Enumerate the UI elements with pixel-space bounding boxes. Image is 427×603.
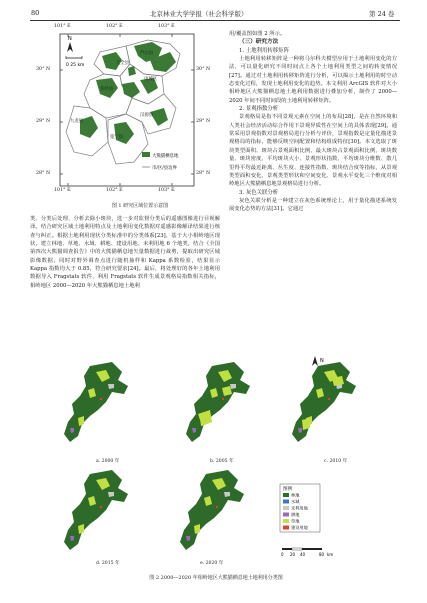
- place-label: 荥经县: [100, 87, 114, 92]
- scale-bar: [281, 548, 333, 557]
- map-panel-b: [186, 362, 250, 442]
- paragraph: 用/覆盖图如图 2 所示。: [229, 31, 286, 37]
- place-label: 芦山县: [140, 51, 154, 56]
- svg-text:0 25 km: 0 25 km: [66, 63, 85, 68]
- place-label: 雨城区: [144, 77, 158, 82]
- section-heading: （三）研究方法: [239, 39, 279, 46]
- left-column-text: [30, 215, 220, 290]
- right-column-text: [229, 30, 397, 214]
- paragraph: 土地利用转移矩阵是一种将马尔科夫模型应用于土地利用变化的方法，可以量化研究不同时间点上各个土地利用类型之间的转变情况[27]。通过对土地利用转移矩阵进行分析，可以揭示土地利用的时空动态变化过程，发现土地利用变化的趋势。本文利用 ArcGIS 软件对大小相岭地区大熊猫栖息地土地利用数据进行叠加分析，制作了 2000—2020 年间不同时间段的土地利用转移矩阵。: [229, 56, 397, 104]
- panel-label-e: e. 2020 年: [200, 561, 224, 566]
- map-panel-d: [64, 470, 128, 550]
- tick-left-1: 30° N: [36, 67, 51, 72]
- subsection-heading: 3. 灰色关联分析: [239, 189, 279, 196]
- tick-bottom-2: 102° E: [106, 188, 123, 193]
- place-label: 汉源县: [140, 113, 154, 118]
- north-arrow-icon: [312, 356, 324, 366]
- panel-label-a: a. 2000 年: [96, 459, 120, 464]
- tick-top-2: 102° E: [106, 24, 123, 29]
- figure-2: [30, 352, 402, 584]
- svg-text:建设用地: 建设用地: [291, 525, 308, 530]
- tick-right-1: 30° N: [196, 67, 211, 72]
- subsection-heading: 2. 景观指数分析: [239, 106, 279, 113]
- panel-label-d: d. 2015 年: [96, 561, 120, 566]
- map-panel-c: [292, 362, 356, 442]
- svg-text:未利用地: 未利用地: [291, 505, 308, 511]
- paragraph: 类、分类后处理、分析去除小斑块，选一步对监督分类后的遥感图像进行目视解译。结合研究区域土地利用特点及土地利用变化数据对遥感影像解译结果进行核查与纠正。根据土地利用现状分类标准中的分类体系[23]，基于大小相岭地区现状，建立林地、草地、水域、耕地、建设用地、未利用地 6 个地类，结合《全国第四次大熊猫调查报告》中的大熊猫栖息地矢量数据进行裁剪，提取出研究区域影像数据，同时对野外调查点进行随机抽样和 Kappa 系数检验，结果显示 Kappa 指数均大于 0.85，符合研究要求[24]。最后，将处理好的各年土地利用数据导入 Fragstats 软件，利用 Fragstats 软件生成景观格局指数相关指标，相岭地区 2000—2020 年大熊猫栖息地土地利: [30, 216, 220, 289]
- figure-1: [30, 24, 220, 212]
- page-number: 80: [31, 9, 40, 17]
- map-panel-a: [64, 362, 128, 442]
- map-frame: [60, 34, 194, 186]
- svg-text:图例: 图例: [283, 487, 293, 492]
- header-rule: [30, 20, 400, 21]
- volume-label: 第 24 卷: [369, 10, 395, 18]
- landuse-maps: [30, 352, 402, 584]
- map-panel-e: [180, 470, 244, 550]
- svg-text:N: N: [320, 358, 324, 364]
- tick-top-1: 101° E: [54, 24, 71, 29]
- tick-right-3: 28° N: [196, 171, 211, 176]
- svg-text:耕地: 耕地: [291, 512, 300, 517]
- tick-bottom-3: 103° E: [158, 188, 175, 193]
- svg-text:林地: 林地: [291, 492, 300, 498]
- tick-left-3: 28° N: [36, 171, 51, 176]
- subsection-heading: 1. 土地利用转移矩阵: [239, 47, 289, 54]
- tick-left-2: 29° N: [36, 119, 51, 124]
- paragraph: 灰色关联分析是一种建立在灰色系统理论上，用于量化描述系统发展变化态势的方法[31]。它通过: [229, 197, 397, 213]
- figure1-caption: 图 1 研究区域位置示意图: [111, 203, 169, 209]
- svg-text:N: N: [68, 36, 72, 42]
- svg-text:km: km: [327, 552, 334, 557]
- journal-title: 北京林业大学学报（社会科学版）: [150, 10, 248, 18]
- panel-label-b: b. 2005 年: [210, 459, 234, 464]
- svg-text:草地: 草地: [291, 518, 300, 524]
- figure2-legend: [280, 484, 320, 532]
- place-label: 九龙县: [70, 119, 84, 124]
- svg-text:40: 40: [300, 552, 306, 557]
- panel-label-c: c. 2010 年: [324, 459, 348, 464]
- place-label: 冕宁县: [110, 135, 124, 140]
- tick-bottom-1: 101° E: [54, 188, 71, 193]
- paragraph: 景观格局是指不同景观元素在空间上的布局[28]，是在自然环境和人类社会经济活动综合作用下景观异质性在空间上的具体表现[29]。通常采用景观指数对景观格局进行分析与评价，景观指数是定量化描述景观格局的指标，能够反映空间配置和结构组成特征[30]。本文选取了斑块类型面积、斑块占景观面积比例、最大斑块占景观面积比例、斑块数量、斑块密度、平均斑块大小、景观形状指数、平均斑块分维数、散几里得平均最近距离、丛生度、连接性指数、斑块结合度等指标，从景观类型面积变化、景观类型形状和空间变化、景观水平变化三个维度对相岭地区大熊猫栖息地景观格局进行分析。: [229, 114, 397, 188]
- svg-text:20: 20: [290, 552, 296, 557]
- svg-text:市/区/县边界: 市/区/县边界: [152, 166, 177, 171]
- svg-text:0: 0: [281, 552, 284, 557]
- figure2-caption: 图 2 2000—2020 年相岭地区大熊猫栖息地土地利用分类图: [149, 575, 283, 581]
- place-label: 天全县: [116, 61, 130, 66]
- svg-text:80: 80: [319, 552, 325, 557]
- svg-text:水域: 水域: [291, 499, 300, 504]
- svg-text:大熊猫栖息地: 大熊猫栖息地: [152, 154, 179, 159]
- tick-top-3: 103° E: [158, 24, 175, 29]
- tick-right-2: 29° N: [196, 119, 211, 124]
- location-map: [30, 24, 220, 212]
